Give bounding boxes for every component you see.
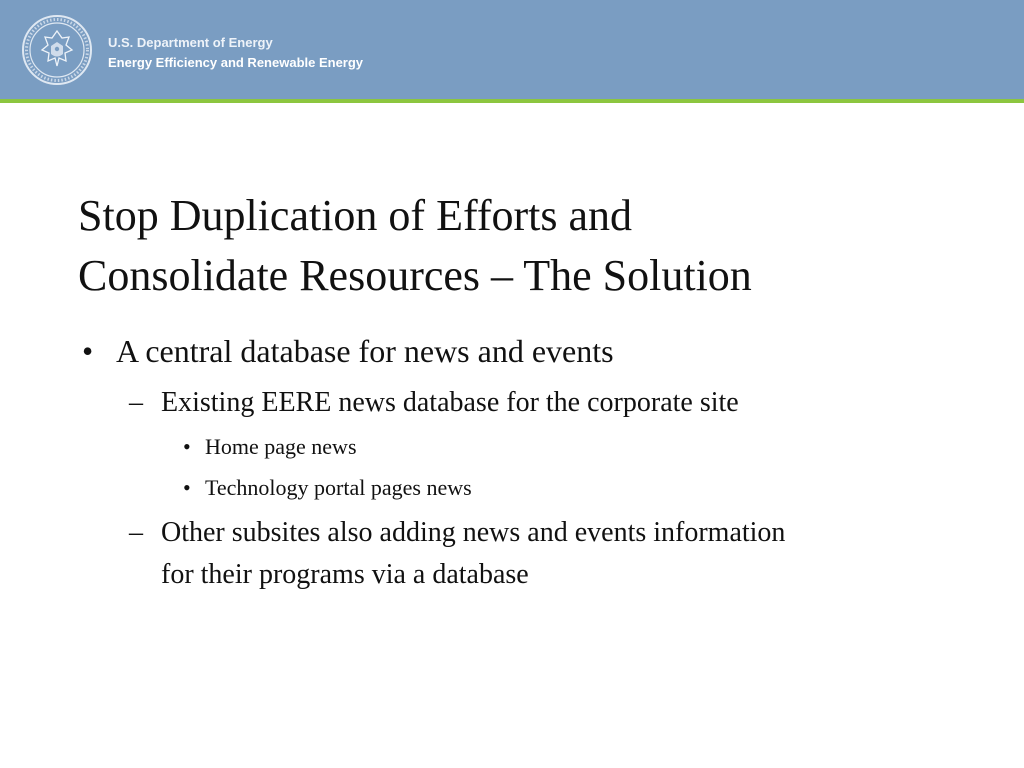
dash-marker: – (129, 387, 143, 418)
bullet-item-central-database: A central database for news and events (116, 333, 614, 369)
sub-sub-item-technology-portal-news: Technology portal pages news (205, 475, 472, 500)
sub-item-existing-database: Existing EERE news database for the corporate site (161, 387, 739, 418)
dash-marker: – (129, 517, 143, 548)
bullet-marker: • (183, 434, 191, 459)
slide-title-line-1: Stop Duplication of Efforts and (78, 191, 632, 240)
org-name-office: Energy Efficiency and Renewable Energy (108, 55, 364, 70)
bullet-marker: • (183, 475, 191, 500)
sub-item-other-subsites-line-1: Other subsites also adding news and events information (161, 517, 786, 548)
bullet-marker: • (82, 333, 94, 369)
sub-sub-item-home-page-news: Home page news (205, 434, 357, 459)
sub-item-other-subsites-line-2: for their programs via a database (161, 559, 529, 590)
org-name-department: U.S. Department of Energy (108, 35, 273, 50)
slide-title-line-2: Consolidate Resources – The Solution (78, 251, 752, 300)
